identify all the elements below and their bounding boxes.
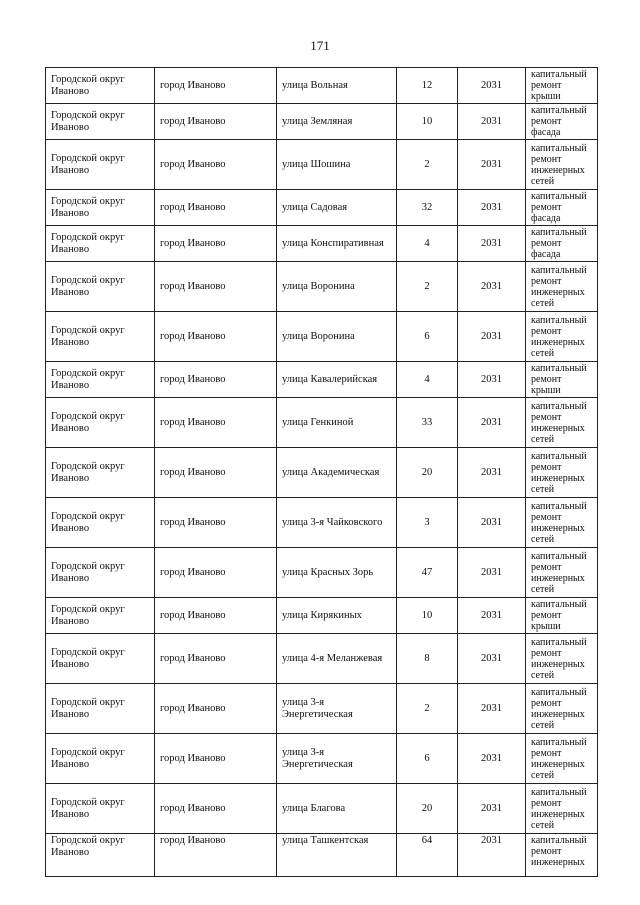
region-cell: Городской округ Иваново [46, 312, 155, 362]
table-row [46, 684, 598, 734]
region-cell: Городской округ Иваново [46, 548, 155, 598]
table-row [46, 548, 598, 598]
house-number-cell: 2 [397, 262, 458, 312]
house-number-cell: 3 [397, 498, 458, 548]
house-number-cell: 4 [397, 362, 458, 398]
street-cell: улица Красных Зорь [277, 548, 397, 598]
table-row [46, 140, 598, 190]
house-number-cell: 32 [397, 190, 458, 226]
table-row [46, 834, 598, 877]
table-row [46, 262, 598, 312]
city-cell: город Иваново [155, 684, 277, 734]
street-cell: улица Вольная [277, 68, 397, 104]
house-number-cell: 6 [397, 734, 458, 784]
street-cell: улица Кирякиных [277, 598, 397, 634]
region-cell: Городской округ Иваново [46, 498, 155, 548]
city-cell: город Иваново [155, 362, 277, 398]
region-cell: Городской округ Иваново [46, 226, 155, 262]
year-cell: 2031 [458, 634, 526, 684]
table-row [46, 226, 598, 262]
region-cell: Городской округ Иваново [46, 834, 155, 877]
city-cell: город Иваново [155, 734, 277, 784]
table-row [46, 784, 598, 834]
year-cell: 2031 [458, 548, 526, 598]
year-cell: 2031 [458, 104, 526, 140]
year-cell: 2031 [458, 362, 526, 398]
year-cell: 2031 [458, 784, 526, 834]
city-cell: город Иваново [155, 398, 277, 448]
work-type-cell: капитальный ремонт инженерных сетей [526, 734, 598, 784]
street-cell: улица Ташкентская [277, 834, 397, 877]
house-number-cell: 8 [397, 634, 458, 684]
city-cell: город Иваново [155, 548, 277, 598]
data-table [45, 67, 598, 877]
house-number-cell: 10 [397, 104, 458, 140]
street-cell: улица Воронина [277, 312, 397, 362]
work-type-cell: капитальный ремонт фасада [526, 190, 598, 226]
table-row [46, 398, 598, 448]
year-cell: 2031 [458, 834, 526, 877]
table-row [46, 498, 598, 548]
table-row [46, 190, 598, 226]
work-type-cell: капитальный ремонт инженерных сетей [526, 262, 598, 312]
work-type-cell: капитальный ремонт фасада [526, 104, 598, 140]
house-number-cell: 64 [397, 834, 458, 877]
house-number-cell: 20 [397, 448, 458, 498]
year-cell: 2031 [458, 68, 526, 104]
region-cell: Городской округ Иваново [46, 190, 155, 226]
table-row [46, 734, 598, 784]
street-cell: улица 3-я Чайковского [277, 498, 397, 548]
year-cell: 2031 [458, 312, 526, 362]
city-cell: город Иваново [155, 634, 277, 684]
street-cell: улица Земляная [277, 104, 397, 140]
street-cell: улица 4-я Меланжевая [277, 634, 397, 684]
year-cell: 2031 [458, 262, 526, 312]
table-row [46, 312, 598, 362]
city-cell: город Иваново [155, 598, 277, 634]
region-cell: Городской округ Иваново [46, 448, 155, 498]
work-type-cell: капитальный ремонт инженерных сетей [526, 548, 598, 598]
table-row [46, 448, 598, 498]
city-cell: город Иваново [155, 262, 277, 312]
street-cell: улица Воронина [277, 262, 397, 312]
house-number-cell: 6 [397, 312, 458, 362]
work-type-cell: капитальный ремонт крыши [526, 362, 598, 398]
region-cell: Городской округ Иваново [46, 398, 155, 448]
table-row [46, 104, 598, 140]
work-type-cell: капитальный ремонт крыши [526, 68, 598, 104]
house-number-cell: 47 [397, 548, 458, 598]
region-cell: Городской округ Иваново [46, 734, 155, 784]
year-cell: 2031 [458, 598, 526, 634]
city-cell: город Иваново [155, 498, 277, 548]
year-cell: 2031 [458, 448, 526, 498]
city-cell: город Иваново [155, 312, 277, 362]
table-row [46, 362, 598, 398]
house-number-cell: 12 [397, 68, 458, 104]
city-cell: город Иваново [155, 68, 277, 104]
work-type-cell: капитальный ремонт инженерных сетей [526, 684, 598, 734]
work-type-cell: капитальный ремонт инженерных [526, 834, 598, 877]
house-number-cell: 10 [397, 598, 458, 634]
region-cell: Городской округ Иваново [46, 262, 155, 312]
region-cell: Городской округ Иваново [46, 362, 155, 398]
city-cell: город Иваново [155, 834, 277, 877]
table-row [46, 598, 598, 634]
street-cell: улица Кавалерийская [277, 362, 397, 398]
year-cell: 2031 [458, 684, 526, 734]
city-cell: город Иваново [155, 190, 277, 226]
region-cell: Городской округ Иваново [46, 684, 155, 734]
street-cell: улица Академическая [277, 448, 397, 498]
street-cell: улица Конспиративная [277, 226, 397, 262]
work-type-cell: капитальный ремонт инженерных сетей [526, 312, 598, 362]
region-cell: Городской округ Иваново [46, 104, 155, 140]
city-cell: город Иваново [155, 104, 277, 140]
street-cell: улица Шошина [277, 140, 397, 190]
table-row [46, 68, 598, 104]
region-cell: Городской округ Иваново [46, 68, 155, 104]
page-number: 171 [310, 38, 330, 53]
street-cell: улица 3-я Энергетическая [277, 684, 397, 734]
street-cell: улица Генкиной [277, 398, 397, 448]
work-type-cell: капитальный ремонт инженерных сетей [526, 398, 598, 448]
work-type-cell: капитальный ремонт инженерных сетей [526, 140, 598, 190]
city-cell: город Иваново [155, 448, 277, 498]
table-row [46, 634, 598, 684]
year-cell: 2031 [458, 398, 526, 448]
region-cell: Городской округ Иваново [46, 598, 155, 634]
year-cell: 2031 [458, 190, 526, 226]
year-cell: 2031 [458, 226, 526, 262]
house-number-cell: 33 [397, 398, 458, 448]
city-cell: город Иваново [155, 784, 277, 834]
city-cell: город Иваново [155, 226, 277, 262]
house-number-cell: 20 [397, 784, 458, 834]
city-cell: город Иваново [155, 140, 277, 190]
street-cell: улица 3-я Энергетическая [277, 734, 397, 784]
house-number-cell: 2 [397, 684, 458, 734]
region-cell: Городской округ Иваново [46, 634, 155, 684]
street-cell: улица Благова [277, 784, 397, 834]
work-type-cell: капитальный ремонт инженерных сетей [526, 498, 598, 548]
work-type-cell: капитальный ремонт крыши [526, 598, 598, 634]
street-cell: улица Садовая [277, 190, 397, 226]
house-number-cell: 4 [397, 226, 458, 262]
work-type-cell: капитальный ремонт инженерных сетей [526, 448, 598, 498]
work-type-cell: капитальный ремонт инженерных сетей [526, 634, 598, 684]
house-number-cell: 2 [397, 140, 458, 190]
year-cell: 2031 [458, 734, 526, 784]
work-type-cell: капитальный ремонт фасада [526, 226, 598, 262]
year-cell: 2031 [458, 498, 526, 548]
region-cell: Городской округ Иваново [46, 140, 155, 190]
year-cell: 2031 [458, 140, 526, 190]
work-type-cell: капитальный ремонт инженерных сетей [526, 784, 598, 834]
region-cell: Городской округ Иваново [46, 784, 155, 834]
